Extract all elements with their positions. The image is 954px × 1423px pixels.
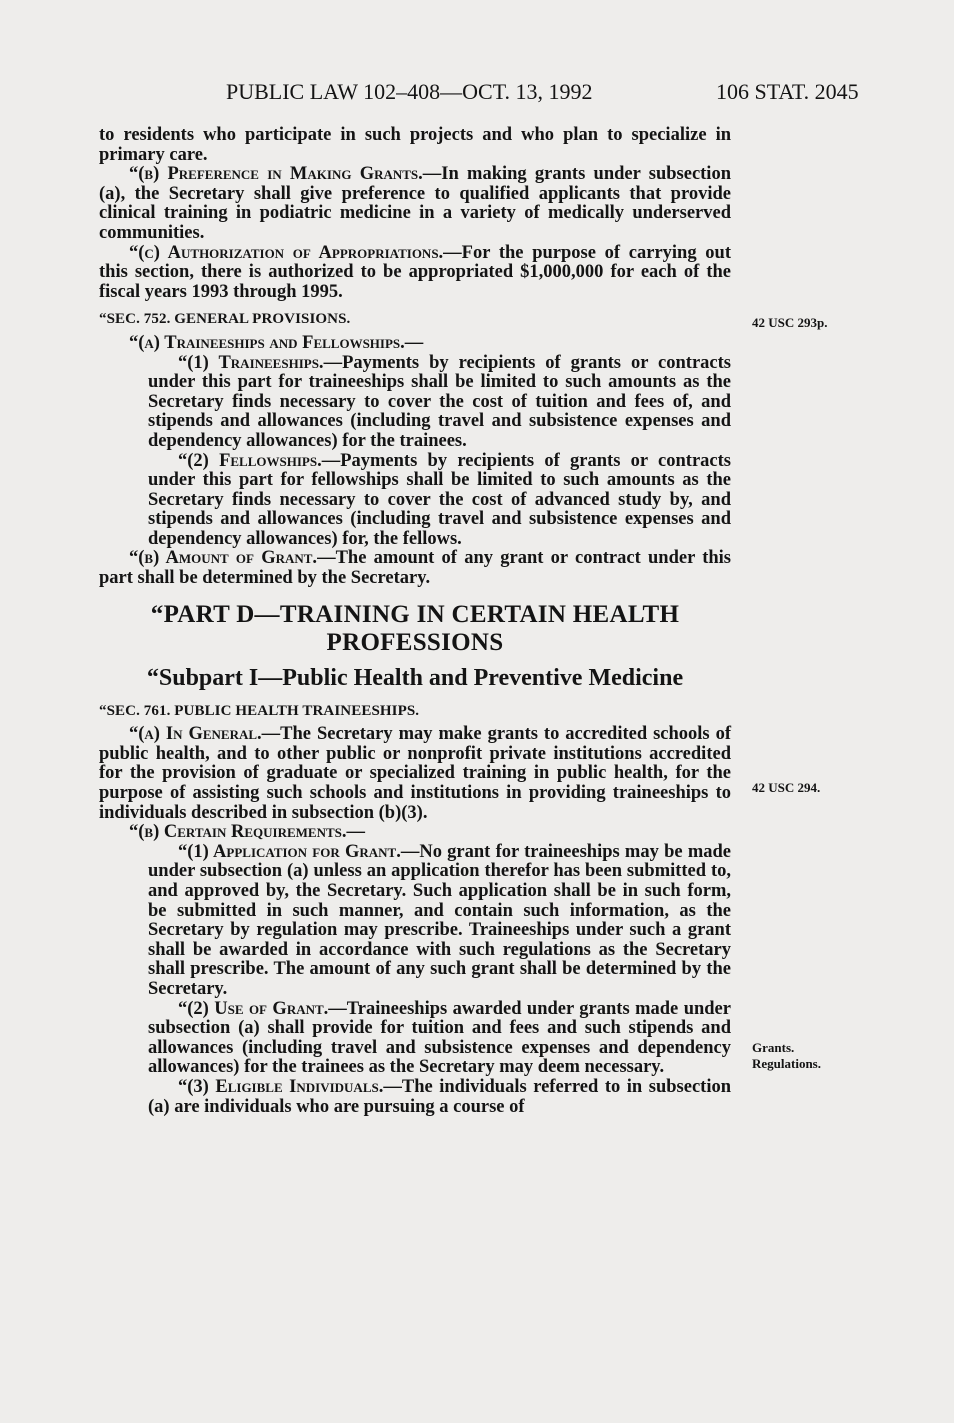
subsection-body: —For the purpose of carrying out this section, there is authorized to be appropriated $1,000,000 for each of the fiscal years 1993 through 1995. [99, 242, 731, 302]
paragraph-body: —No grant for traineeships may be made under subsection (a) unless an application therefor has been submitted to, and approved by, the Secretary. Such application shall be in such form, be submitted in such manner, and contain such information, as the Secretary by regulation may prescribe. Traineeships under such a grant shall be awarded in accordance with such regulations as the Secretary shall prescribe. The amount of any such grant shall be determined by the Secretary. [148, 841, 731, 999]
paragraph-2-use-of-grant [99, 1000, 731, 1078]
paragraph-body: —The individuals referred to in subsection (a) are individuals who are pursuing a course of [148, 1076, 731, 1117]
paragraph-continuation: to residents who participate in such projects and who plan to specialize in primary care. [99, 125, 731, 165]
margin-note-grants: Grants. [752, 1040, 795, 1055]
page-reference: 106 STAT. 2045 [716, 79, 859, 104]
paragraph-1-application [99, 843, 731, 1000]
statute-text [99, 126, 731, 1117]
subsection-body: —In making grants under subsection (a), the Secretary shall give preference to qualified applicants that provide clinical training in podiatric medicine in a variety of medically underserved communities. [99, 164, 731, 243]
paragraph-heading: “(2) Use of Grant. [178, 998, 329, 1019]
section-752-heading: “SEC. 752. GENERAL PROVISIONS. [99, 311, 351, 328]
subsection-body: —The amount of any grant or contract under this part shall be determined by the Secretary. [99, 548, 731, 589]
paragraph-heading: “(3) Eligible Individuals. [178, 1076, 384, 1097]
margin-note-sec761: 42 USC 294. [752, 780, 821, 795]
subsection-heading: “(a) In General. [129, 724, 262, 745]
paragraph-body: —Traineeships awarded under grants made under subsection (a) shall provide for tuition and fees and such stipends and allowances (including travel and subsistence expenses and dependency allowances) for the trainees as the Secretary may deem necessary. [148, 998, 731, 1078]
paragraph-1-traineeships [99, 354, 731, 452]
subsection-b-amount-of-grant [99, 549, 731, 588]
paragraph-body: —Payments by recipients of grants or contracts under this part for traineeships shall be limited to such amounts as the Secretary finds necessary to cover the cost of tuition and fees of, and stipends and allowances (including travel and subsistence expenses and dependency allowances) for the trainees. [148, 352, 732, 451]
paragraph-heading: “(1) Traineeships. [178, 352, 324, 373]
subsection-a-in-general [99, 725, 731, 823]
subsection-heading: “(b) Preference in Making Grants. [129, 164, 423, 185]
subpart-1-heading: “Subpart I—Public Health and Preventive Medicine [146, 664, 684, 691]
margin-note-sec752: 42 USC 293p. [752, 315, 828, 330]
section-761-heading: “SEC. 761. PUBLIC HEALTH TRAINEESHIPS. [99, 702, 420, 719]
subsection-b-certain-requirements: “(b) Certain Requirements.— [129, 822, 365, 843]
subsection-heading: “(c) Authorization of Appropriations. [129, 242, 444, 263]
page-header [0, 79, 954, 109]
paragraph-body: —Payments by recipients of grants or contracts under this part for fellowships shall be limited to such amounts as the Secretary finds necessary to cover the cost of advanced study by, and stipends and allowances (including travel and subsistence expenses and dependency allowances) for, the fellows. [148, 450, 731, 549]
subsection-b-preference [99, 165, 731, 243]
paragraph-3-eligible-individuals [99, 1078, 731, 1117]
paragraph-heading: “(1) Application for Grant. [178, 841, 401, 862]
subsection-a-traineeships-fellowships: “(a) Traineeships and Fellowships.— [129, 332, 424, 353]
running-head: PUBLIC LAW 102–408—OCT. 13, 1992 [226, 79, 593, 104]
paragraph-2-fellowships [99, 452, 731, 550]
paragraph-heading: “(2) Fellowships. [178, 450, 322, 471]
subsection-body: —The Secretary may make grants to accredited schools of public health, and to other public or nonprofit private institutions accredited for the provision of graduate or specialized training in public health, for the purpose of assisting such schools and institutions in providing traineeships to individuals described in subsection (b)(3). [99, 724, 731, 823]
subsection-heading: “(b) Amount of Grant. [129, 548, 318, 569]
margin-note-regulations: Regulations. [752, 1056, 821, 1071]
subsection-c-authorization [99, 244, 731, 303]
part-d-heading: “PART D—TRAINING IN CERTAIN HEALTH PROFESSIONS [150, 600, 680, 656]
